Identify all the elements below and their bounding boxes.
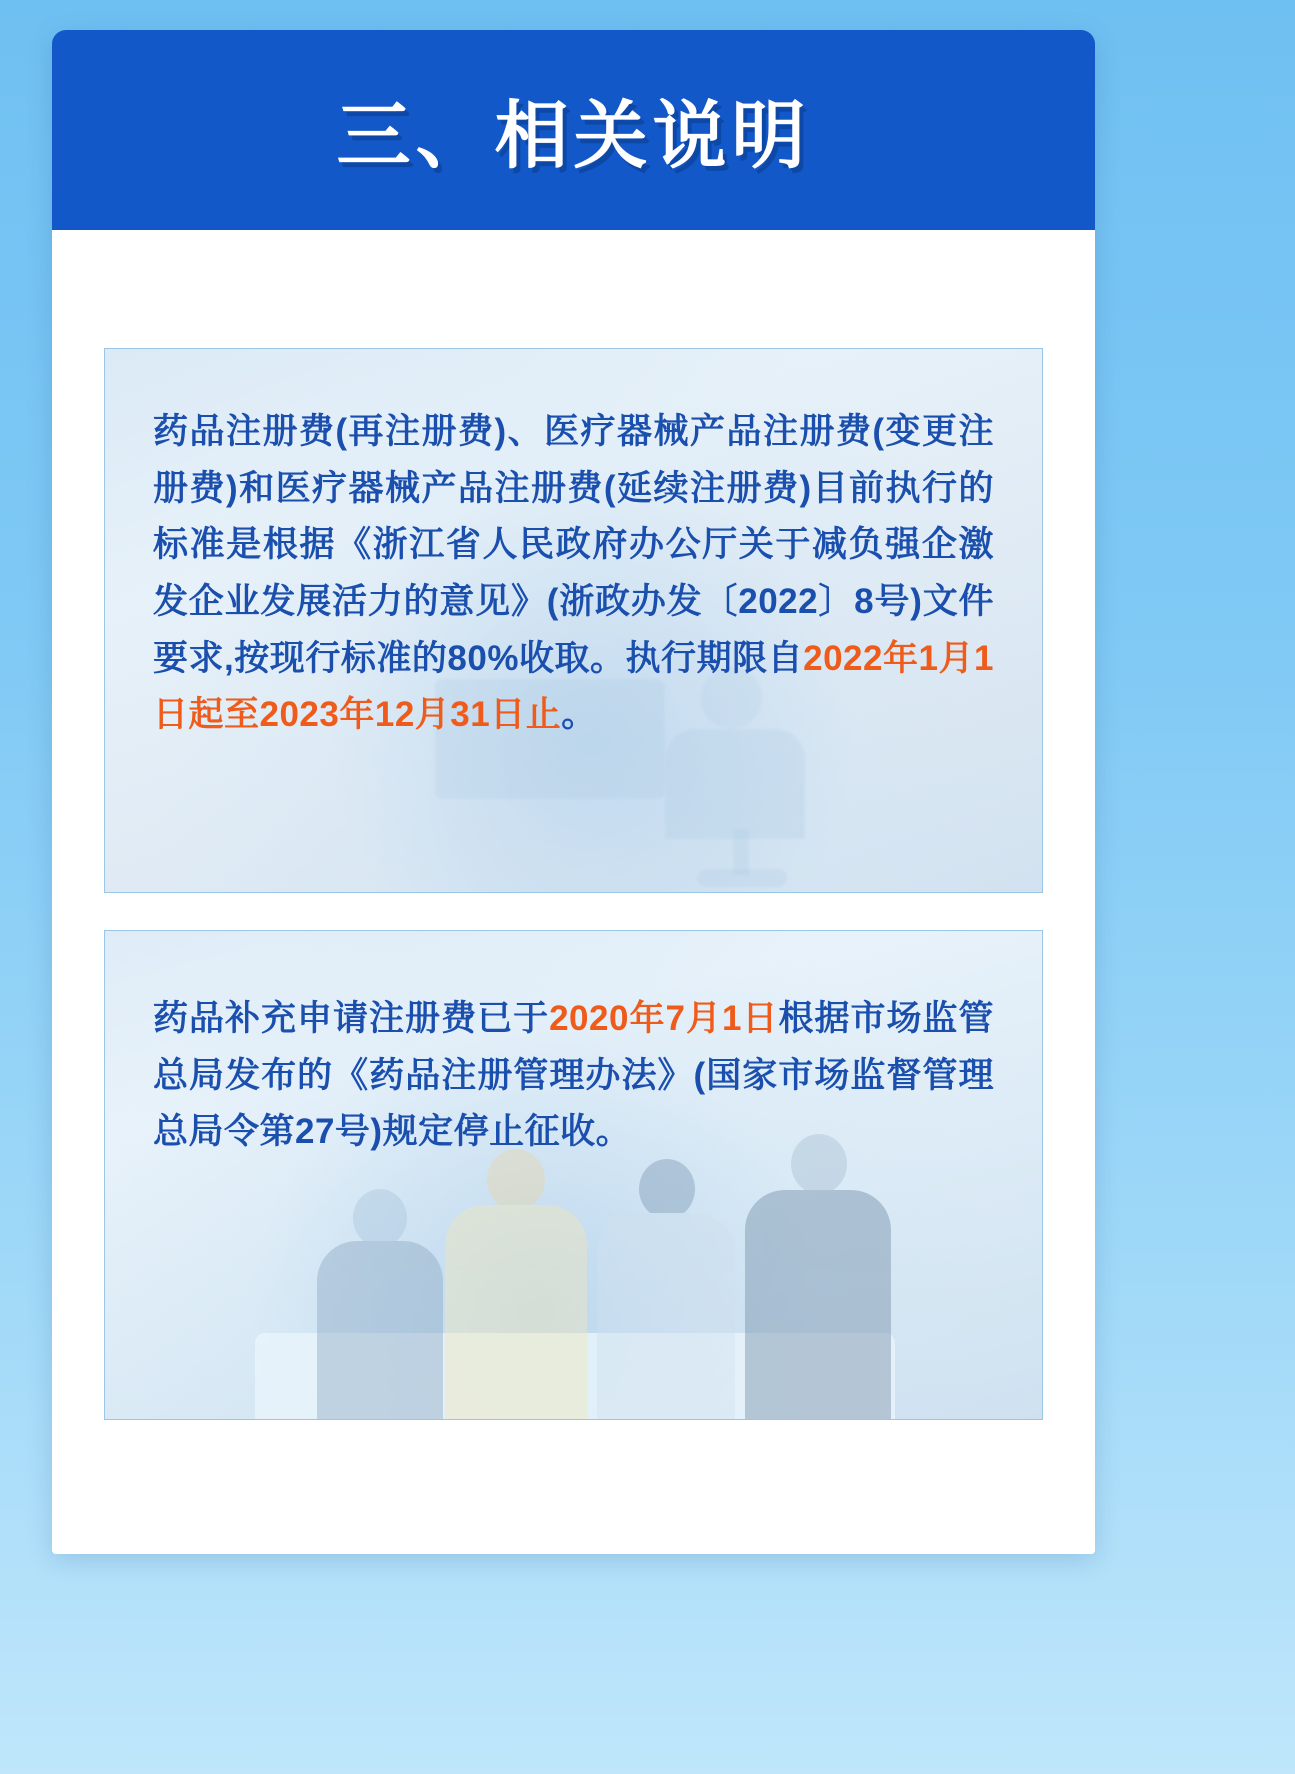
poster-container xyxy=(52,30,1095,1554)
decorative-person-3 xyxy=(585,1159,745,1419)
decorative-person-1 xyxy=(305,1189,455,1419)
card2-segment-0: 药品补充申请注册费已于 xyxy=(153,999,550,1038)
page-title: 三、相关说明 xyxy=(336,94,811,177)
card-body-text xyxy=(105,931,1042,1161)
poster-header xyxy=(52,30,1095,230)
decorative-person-body xyxy=(745,1190,891,1420)
poster-body xyxy=(52,230,1095,1554)
card1-segment-2: 。 xyxy=(561,695,597,735)
decorative-person-2 xyxy=(435,1149,595,1419)
info-card-registration-fee xyxy=(104,348,1043,893)
card-body-text xyxy=(105,349,1042,744)
card1-segment-0: 药品注册费(再注册费)、医疗器械产品注册费(变更注册费)和医疗器械产品注册费(延续注册费)目前执行的标准是根据《浙江省人民政府办公厅关于减负强企激发企业发展活力的意见》(浙政办发〔2022〕8号)文件要求,按现行标准的80%收取。执行期限自 xyxy=(153,412,994,678)
card1-segment-1-highlight: 2022年1月1日起至2023年12月31日止 xyxy=(153,638,994,735)
info-card-supplement-application xyxy=(104,930,1043,1420)
decorative-person-head xyxy=(639,1159,695,1219)
decorative-person-body xyxy=(317,1241,443,1420)
card2-segment-2: 根据市场监管总局发布的《药品注册管理办法》(国家市场监督管理总局令第27号)规定停止征收。 xyxy=(153,999,994,1152)
decorative-person-body xyxy=(445,1205,587,1420)
card2-segment-1-highlight: 2020年7月1日 xyxy=(549,999,779,1038)
decorative-person-4 xyxy=(735,1134,900,1419)
decorative-person-body xyxy=(597,1213,735,1420)
decorative-person-head xyxy=(353,1189,407,1247)
decorative-base-shape xyxy=(697,869,787,887)
decorative-chair-shape xyxy=(665,729,805,839)
